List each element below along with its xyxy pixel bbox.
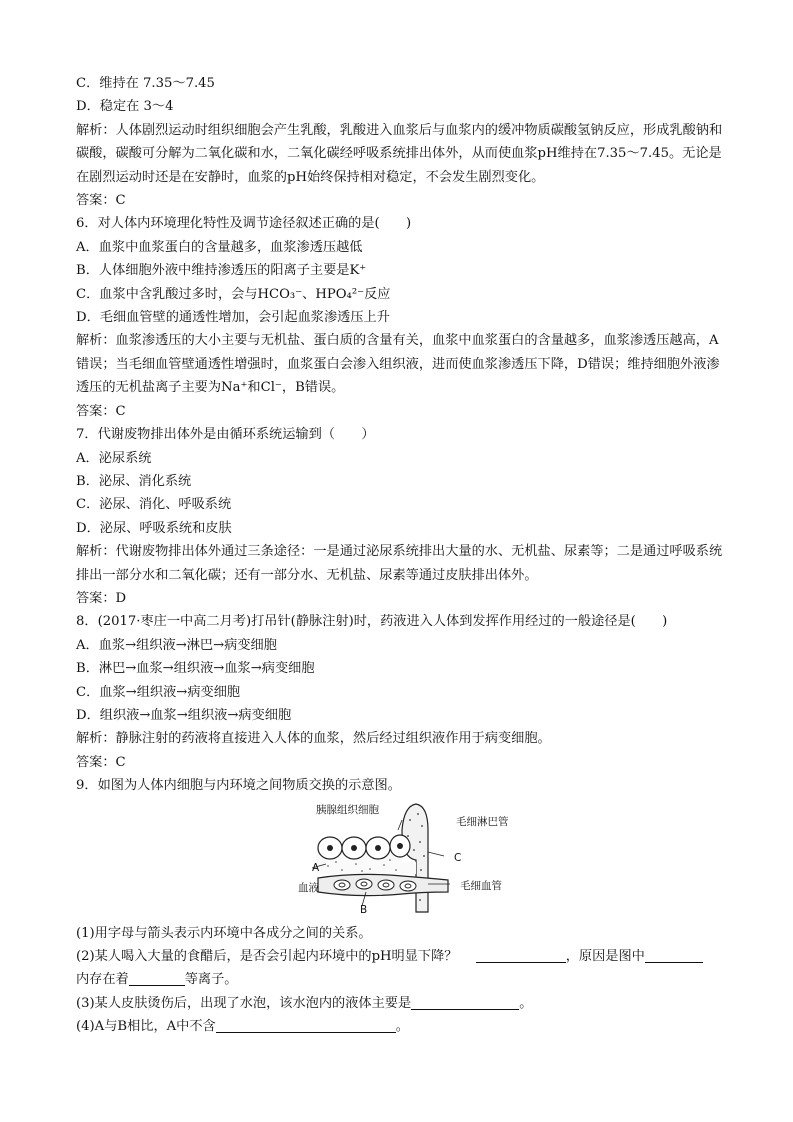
tissue-exchange-diagram bbox=[76, 800, 728, 916]
q9-sub2-blank-2[interactable] bbox=[645, 948, 703, 963]
q8-option-a: A．血浆→组织液→淋巴→病变细胞 bbox=[76, 637, 277, 653]
q7-option-d: D．泌尿、呼吸系统和皮肤 bbox=[76, 520, 232, 536]
q9-stem: 9．如图为人体内细胞与内环境之间物质交换的示意图。 bbox=[76, 778, 401, 794]
lymph-capillary-shape bbox=[402, 804, 428, 912]
label-c: C bbox=[454, 851, 462, 864]
q7-stem: 7．代谢废物排出体外是由循环系统运输到（ ） bbox=[76, 427, 375, 443]
q9-sub2-text-a: (2)某人喝入大量的食醋后，是否会引起内环境中的pH明显下降？ bbox=[76, 949, 458, 964]
q9-subquestion-2 bbox=[76, 945, 728, 968]
q5-option-c: C．维持在 7.35～7.45 bbox=[76, 76, 215, 91]
q8-option-c: C．血浆→组织液→病变细胞 bbox=[76, 684, 241, 700]
q5-option-d: D．稳定在 3～4 bbox=[76, 99, 174, 115]
q9-sub3-blank[interactable] bbox=[411, 995, 519, 1010]
label-lymph-capillary: 毛细淋巴管 bbox=[456, 815, 509, 828]
q9-sub2-blank-1[interactable] bbox=[476, 948, 566, 963]
q9-sub2-text-d: 等离子。 bbox=[184, 972, 238, 988]
label-a: A bbox=[312, 861, 320, 874]
q9-sub3-end: 。 bbox=[519, 995, 533, 1011]
label-blood: 血液 bbox=[298, 881, 319, 894]
q9-subquestion-3 bbox=[76, 992, 728, 1015]
q9-subquestion-1: (1)用字母与箭头表示内环境中各成分之间的关系。 bbox=[76, 925, 372, 941]
q9-sub4-blank[interactable] bbox=[216, 1018, 396, 1033]
q5-answer: 答案：C bbox=[76, 193, 126, 209]
q8-option-d: D．组织液→血浆→组织液→病变细胞 bbox=[76, 707, 292, 723]
q7-option-b: B．泌尿、消化系统 bbox=[76, 473, 192, 489]
q8-option-b: B．淋巴→血浆→组织液→血浆→病变细胞 bbox=[76, 661, 315, 677]
q9-sub3-text: (3)某人皮肤烫伤后，出现了水泡，该水泡内的液体主要是 bbox=[76, 995, 412, 1011]
label-blood-capillary: 毛细血管 bbox=[460, 879, 502, 892]
q8-stem: 8．(2017·枣庄一中高二月考)打吊针(静脉注射)时，药液进入人体到发挥作用经过的一般途径是( ) bbox=[76, 614, 668, 630]
label-b: B bbox=[360, 903, 368, 916]
q5-analysis: 解析：人体剧烈运动时组织细胞会产生乳酸，乳酸进入血浆后与血浆内的缓冲物质碳酸氢钠反应，形成乳酸钠和碳酸，碳酸可分解为二氧化碳和水，二氧化碳经呼吸系统排出体外，从而使血浆pH维持在7.35～7.45。无论是在剧烈运动时还是在安静时，血浆的pH始终保持相对稳定，不会发生剧烈变化。 bbox=[76, 122, 723, 185]
q6-stem: 6．对人体内环境理化特性及调节途径叙述正确的是( ) bbox=[76, 216, 412, 232]
q9-sub2-blank-3[interactable] bbox=[129, 971, 185, 986]
q6-option-a: A．血浆中血浆蛋白的含量越多，血浆渗透压越低 bbox=[76, 239, 363, 255]
q9-sub4-text: (4)A与B相比，A中不含 bbox=[76, 1019, 216, 1035]
q6-analysis: 解析：血浆渗透压的大小主要与无机盐、蛋白质的含量有关，血浆中血浆蛋白的含量越多，血浆渗透压越高，A错误；当毛细血管壁通透性增强时，血浆蛋白会渗入组织液，进而使血浆渗透压下降，D错误；维持细胞外液渗透压的无机盐离子主要为Na⁺和Cl⁻，B错误。 bbox=[76, 333, 720, 396]
q7-answer: 答案：D bbox=[76, 590, 127, 606]
q7-option-a: A．泌尿系统 bbox=[76, 450, 152, 466]
q9-subquestion-2-cont bbox=[76, 968, 728, 991]
q7-analysis: 解析：代谢废物排出体外通过三条途径：一是通过泌尿系统排出大量的水、无机盐、尿素等；二是通过呼吸系统排出一部分水和二氧化碳；还有一部分水、无机盐、尿素等通过皮肤排出体外。 bbox=[76, 544, 723, 583]
q6-option-d: D．毛细血管壁的通透性增加，会引起血浆渗透压上升 bbox=[76, 310, 390, 326]
q6-option-c: C．血浆中含乳酸过多时，会与HCO₃⁻、HPO₄²⁻反应 bbox=[76, 286, 391, 302]
q9-sub2-text-b: ，原因是图中 bbox=[565, 949, 645, 964]
q9-sub2-text-c: 内存在着 bbox=[76, 972, 129, 988]
q6-answer: 答案：C bbox=[76, 403, 126, 419]
q9-sub4-end: 。 bbox=[395, 1019, 409, 1035]
q6-option-b: B．人体细胞外液中维持渗透压的阳离子主要是K⁺ bbox=[76, 263, 367, 279]
label-pancreatic-cells: 胰腺组织细胞 bbox=[316, 803, 379, 816]
q8-answer: 答案：C bbox=[76, 754, 126, 770]
q8-analysis: 解析：静脉注射的药液将直接进入人体的血浆，然后经过组织液作用于病变细胞。 bbox=[76, 731, 551, 747]
q9-subquestion-4 bbox=[76, 1015, 728, 1038]
document-page bbox=[76, 72, 728, 1039]
q7-option-c: C．泌尿、消化、呼吸系统 bbox=[76, 497, 232, 513]
